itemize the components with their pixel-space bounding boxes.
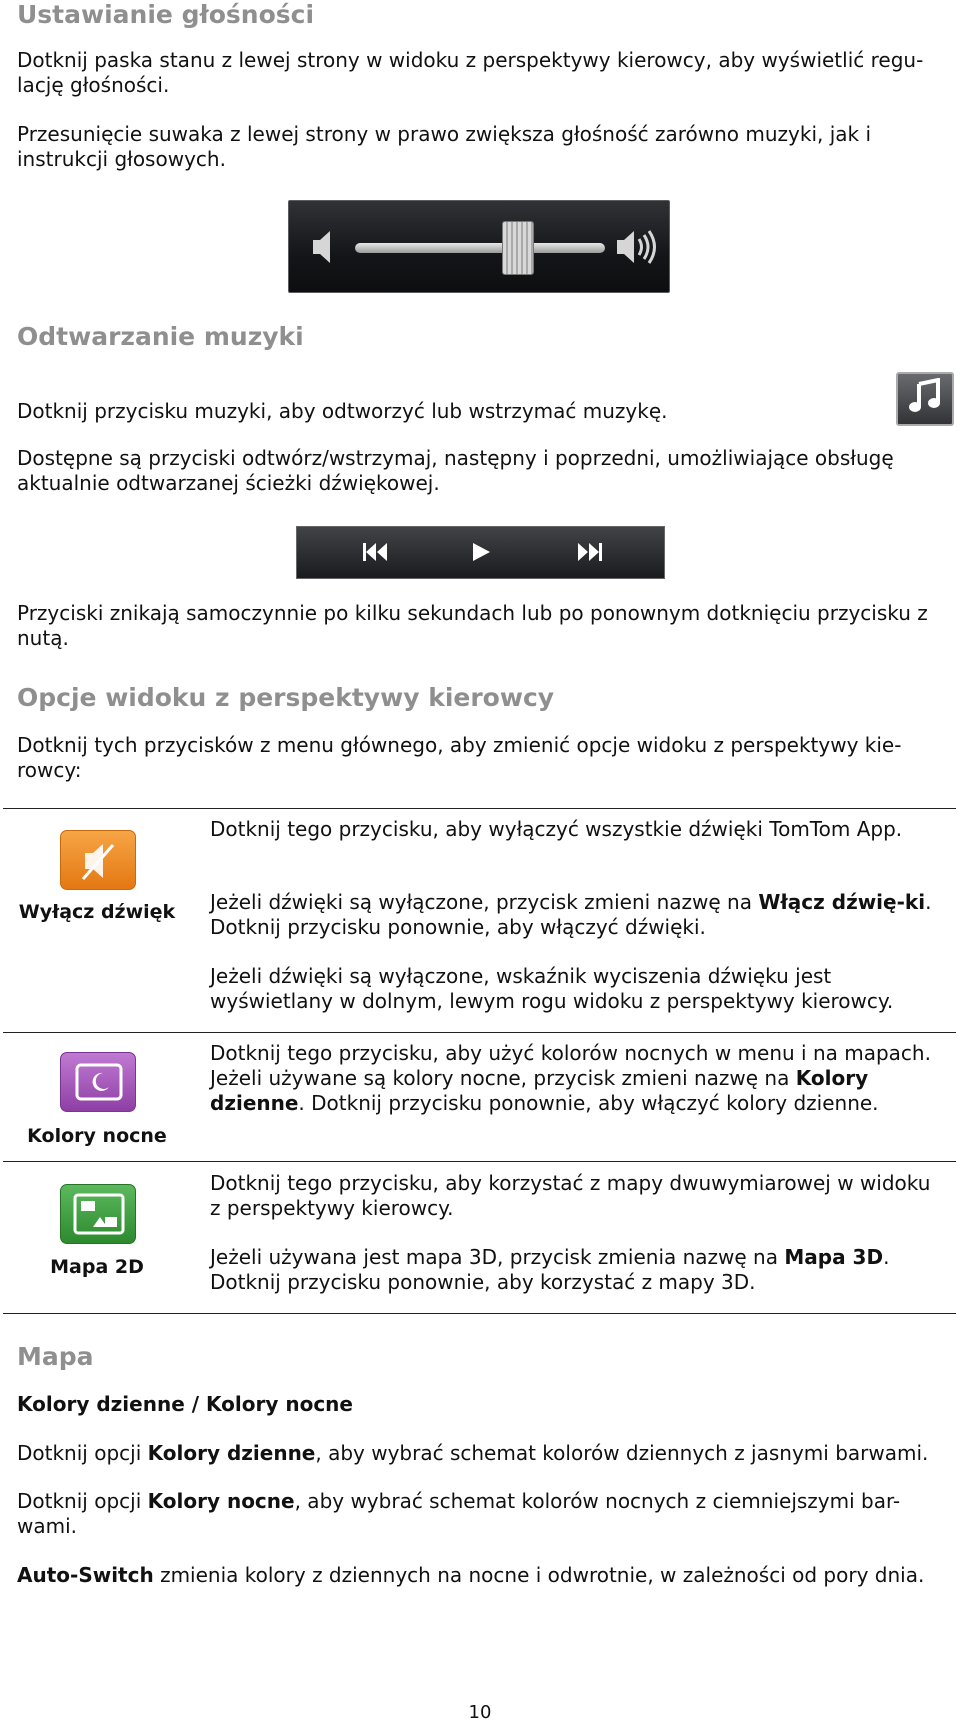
music-paragraph-3: Przyciski znikają samoczynnie po kilku sekundach lub po ponownym dotknięciu przycisku z nutą.: [17, 601, 928, 650]
music-button[interactable]: [896, 372, 954, 426]
previous-icon: [362, 540, 388, 570]
play-icon: [470, 540, 492, 570]
volume-paragraph-1: Dotknij paska stanu z lewej strony w widoku z perspektywy kierowcy, aby wyświetlić regu-lację głośności.: [17, 48, 924, 97]
heading-map: Mapa: [17, 1342, 94, 1371]
volume-thumb: [502, 221, 534, 275]
music-paragraph-2: Dostępne są przyciski odtwórz/wstrzymaj, następny i poprzedni, umożliwiające obsługę aktualnie odtwarzanej ścieżki dźwiękowej.: [17, 446, 894, 495]
map-subheading: Kolory dzienne / Kolory nocne: [17, 1392, 353, 1416]
map-paragraph-3: Auto-Switch zmienia kolory z dziennych na nocne i odwrotnie, w zależności od pory dnia.: [17, 1563, 925, 1587]
map-2d-paragraph-1: Dotknij tego przycisku, aby korzystać z mapy dwuwymiarowej w widoku z perspektywy kierowcy.: [210, 1171, 931, 1220]
mute-paragraph-2: Jeżeli dźwięki są wyłączone, przycisk zmieni nazwę na Włącz dźwię-ki. Dotknij przycisku ponownie, aby włączyć dźwięki.: [210, 890, 932, 939]
page-number: 10: [468, 1702, 492, 1723]
night-colors-button-icon: [60, 1052, 136, 1112]
volume-track: [355, 243, 605, 253]
heading-music: Odtwarzanie muzyki: [17, 322, 304, 351]
map-paragraph-1: Dotknij opcji Kolory dzienne, aby wybrać schemat kolorów dziennych z jasnymi barwami.: [17, 1441, 929, 1465]
table-rule: [3, 808, 956, 809]
table-rule: [3, 1161, 956, 1162]
view-options-intro: Dotknij tych przycisków z menu głównego, aby zmienić opcje widoku z perspektywy kie-rowcy:: [17, 733, 902, 782]
map-2d-button-label: Mapa 2D: [50, 1256, 144, 1278]
table-rule: [3, 1313, 956, 1314]
volume-slider-image: [288, 200, 670, 293]
volume-paragraph-2: Przesunięcie suwaka z lewej strony w prawo zwiększa głośność zarówno muzyki, jak i instrukcji głosowych.: [17, 122, 872, 171]
map-2d-button-icon: [60, 1184, 136, 1244]
music-paragraph-1: Dotknij przycisku muzyki, aby odtworzyć lub wstrzymać muzykę.: [17, 399, 668, 423]
speaker-low-icon: [311, 227, 337, 273]
mute-paragraph-1: Dotknij tego przycisku, aby wyłączyć wszystkie dźwięki TomTom App.: [210, 817, 903, 841]
night-colors-paragraph: Dotknij tego przycisku, aby użyć kolorów nocnych w menu i na mapach. Jeżeli używane są kolory nocne, przycisk zmieni nazwę na Kolory dzienne. Dotknij przycisku ponownie, aby włączyć kolory dzienne.: [210, 1041, 931, 1115]
next-icon: [577, 540, 603, 570]
map-2d-paragraph-2: Jeżeli używana jest mapa 3D, przycisk zmienia nazwę na Mapa 3D. Dotknij przycisku ponownie, aby korzystać z mapy 3D.: [210, 1245, 890, 1294]
mute-paragraph-3: Jeżeli dźwięki są wyłączone, wskaźnik wyciszenia dźwięku jest wyświetlany w dolnym, lewym rogu widoku z perspektywy kierowcy.: [210, 964, 894, 1013]
map-paragraph-2: Dotknij opcji Kolory nocne, aby wybrać schemat kolorów nocnych z ciemniejszymi bar-wami.: [17, 1489, 901, 1538]
player-controls-image: [296, 526, 665, 579]
mute-button-label: Wyłącz dźwięk: [18, 901, 176, 923]
music-note-icon: [908, 378, 942, 420]
speaker-high-icon: [615, 227, 657, 273]
table-rule: [3, 1032, 956, 1033]
mute-button-icon: [60, 830, 136, 890]
night-colors-button-label: Kolory nocne: [27, 1125, 167, 1147]
heading-view-options: Opcje widoku z perspektywy kierowcy: [17, 683, 555, 712]
heading-volume: Ustawianie głośności: [17, 0, 315, 29]
